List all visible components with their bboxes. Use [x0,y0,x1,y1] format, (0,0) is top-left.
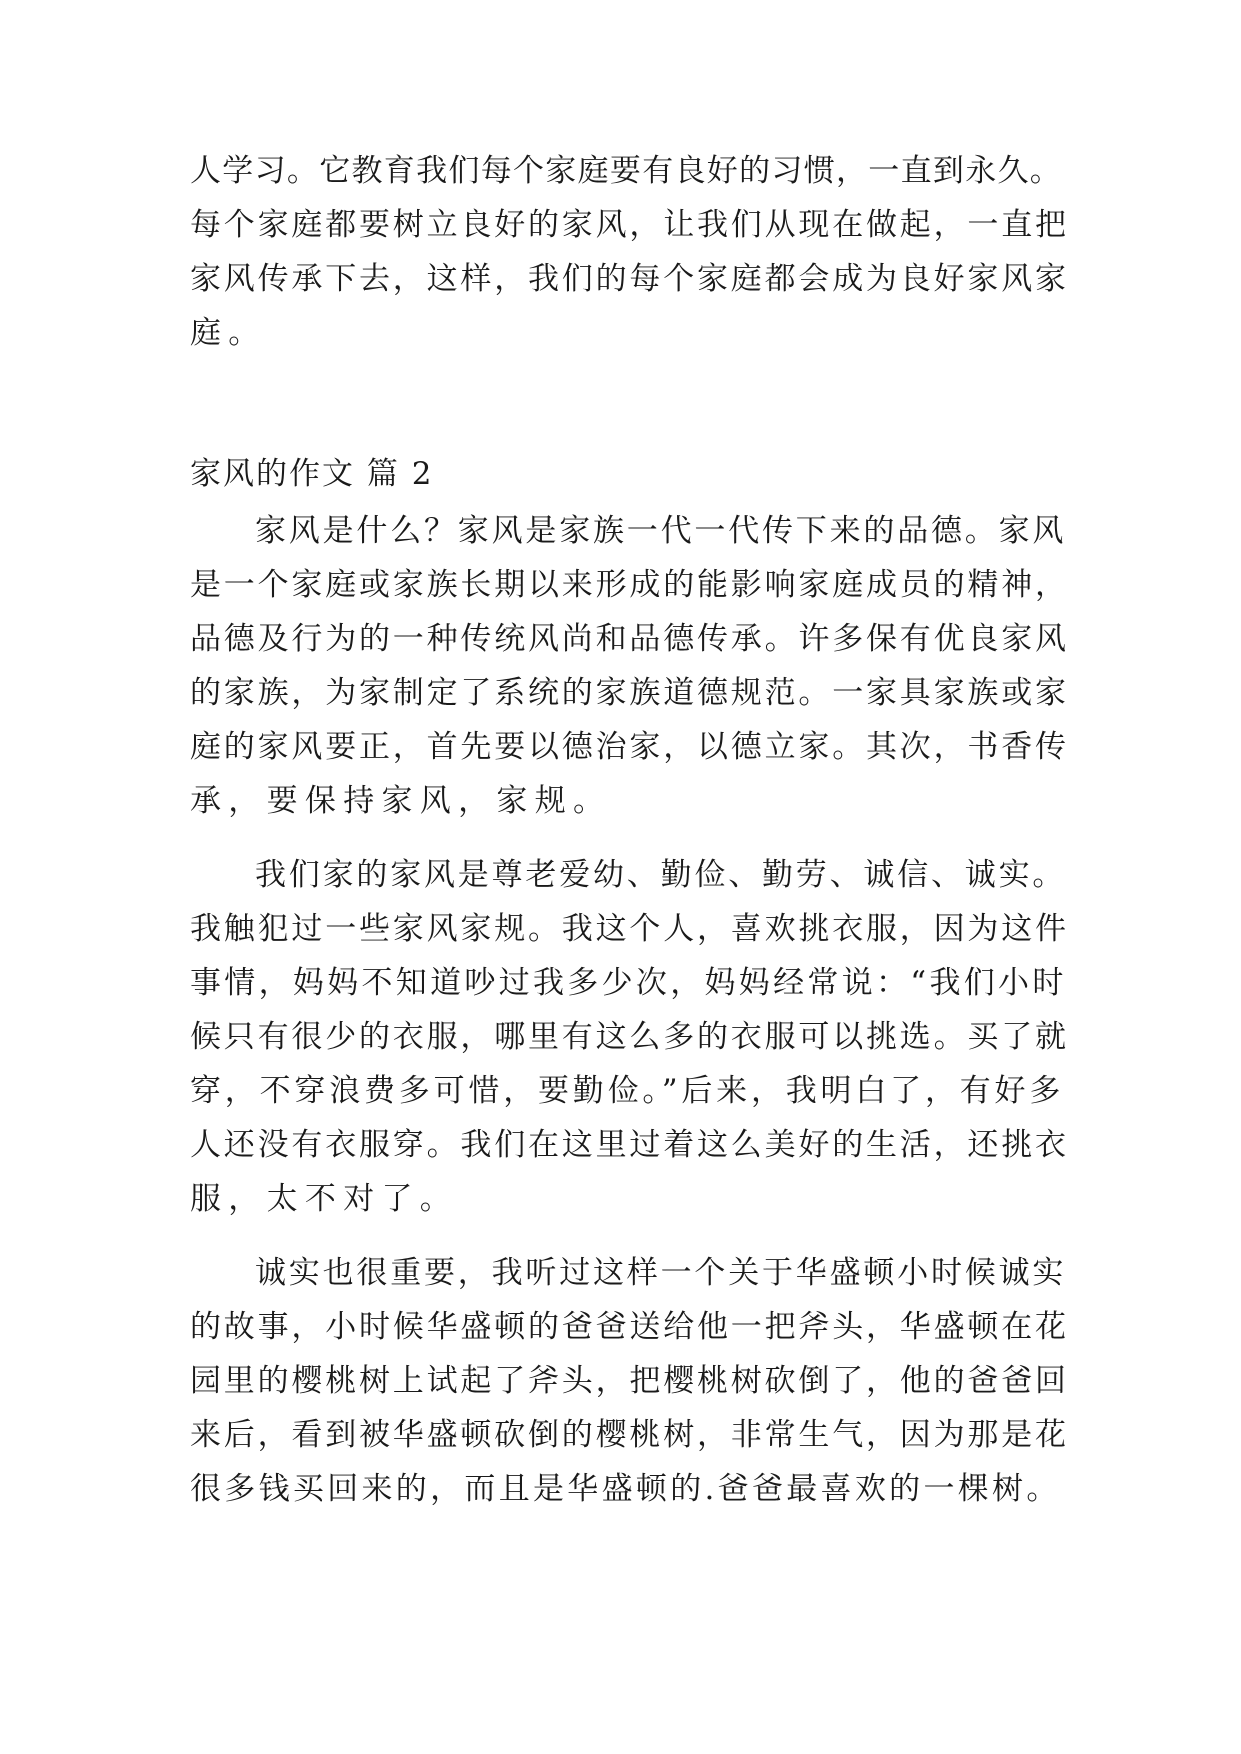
paragraph-line: 庭的家风要正，首先要以德治家，以德立家。其次，书香传 [190,729,1069,765]
paragraph-line: 庭。 [190,315,267,351]
paragraph-line: 每个家庭都要树立良好的家风，让我们从现在做起，一直把 [190,207,1069,243]
paragraph-line: 家风传承下去，这样，我们的每个家庭都会成为良好家风家 [190,261,1069,297]
paragraph-line: 诚实也很重要，我听过这样一个关于华盛顿小时候诚实 [255,1255,1067,1291]
paragraph-line: 的家族，为家制定了系统的家族道德规范。一家具家族或家 [190,675,1069,711]
paragraph-line: 我触犯过一些家风家规。我这个人，喜欢挑衣服，因为这件 [190,911,1069,947]
paragraph-line: 是一个家庭或家族长期以来形成的能影响家庭成员的精神， [190,567,1069,603]
paragraph-line: 园里的樱桃树上试起了斧头，把樱桃树砍倒了，他的爸爸回 [190,1363,1069,1399]
paragraph-line: 的故事，小时候华盛顿的爸爸送给他一把斧头，华盛顿在花 [190,1309,1069,1345]
paragraph-line: 家风是什么？家风是家族一代一代传下来的品德。家风 [255,513,1067,549]
paragraph-line: 品德及行为的一种传统风尚和品德传承。许多保有优良家风 [190,621,1069,657]
paragraph-line: 来后，看到被华盛顿砍倒的樱桃树，非常生气，因为那是花 [190,1417,1069,1453]
paragraph-line: 穿，不穿浪费多可惜，要勤俭。”后来，我明白了，有好多 [190,1073,1065,1109]
paragraph-line: 候只有很少的衣服，哪里有这么多的衣服可以挑选。买了就 [190,1019,1069,1055]
paragraph-line: 承，要保持家风，家规。 [190,783,612,819]
paragraph-line: 我们家的家风是尊老爱幼、勤俭、勤劳、诚信、诚实。 [255,857,1067,893]
paragraph-line: 人学习。它教育我们每个家庭要有良好的习惯，一直到永久。 [190,153,1063,189]
paragraph-line: 事情，妈妈不知道吵过我多少次，妈妈经常说：“我们小时 [190,965,1067,1001]
paragraph-line: 很多钱买回来的，而且是华盛顿的.爸爸最喜欢的一棵树。 [190,1471,1061,1507]
paragraph-line: 服，太不对了。 [190,1181,459,1217]
section-title: 家风的作文 篇 2 [190,456,434,492]
paragraph-line: 人还没有衣服穿。我们在这里过着这么美好的生活，还挑衣 [190,1127,1069,1163]
